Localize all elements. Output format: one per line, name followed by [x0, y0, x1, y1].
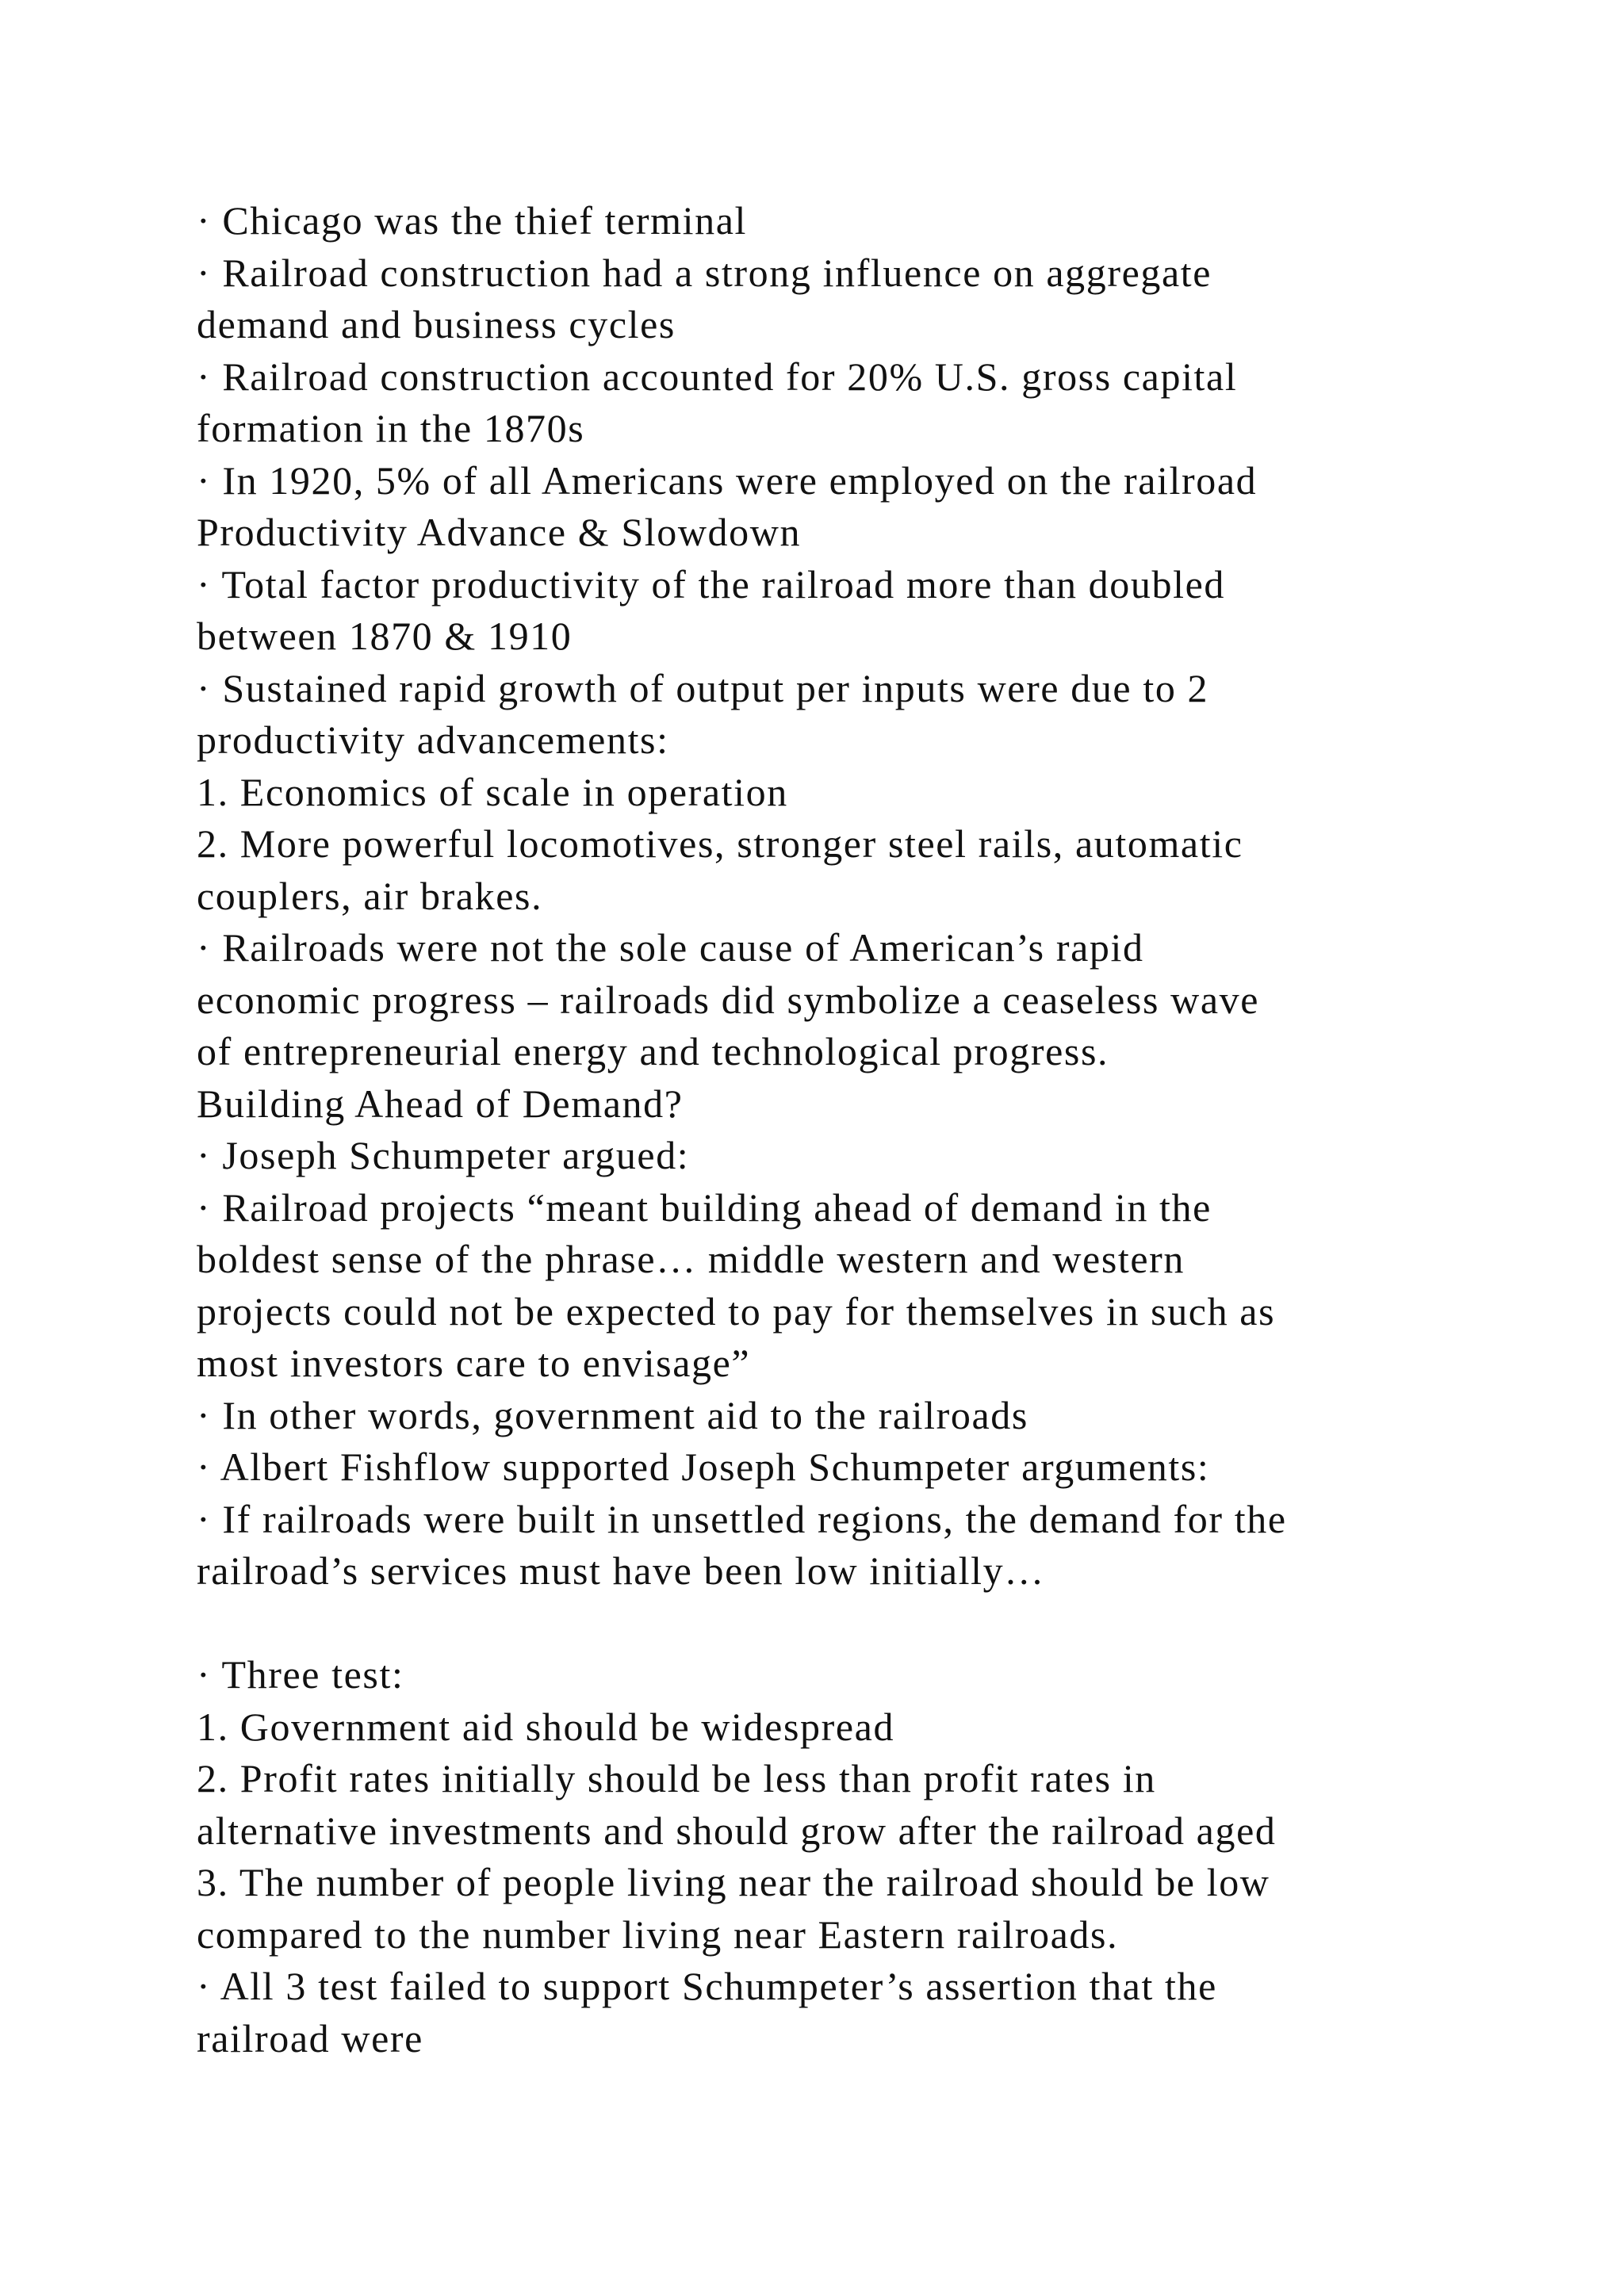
list-item: 3. The number of people living near the railroad should be low — [197, 1860, 1270, 1904]
text-line: formation in the 1870s — [197, 406, 585, 450]
text-line: · In 1920, 5% of all Americans were employed on the railroad — [197, 457, 1258, 503]
list-item: 1. Government aid should be widespread — [197, 1704, 895, 1749]
text-line: railroad’s services must have been low initially… — [197, 1548, 1045, 1593]
text-line: · All 3 test failed to support Schumpeter’s assertion that the — [197, 1964, 1217, 2008]
blank-line — [197, 1598, 1481, 1650]
document-body — [197, 195, 1481, 2064]
text-line: compared to the number living near Eastern railroads. — [197, 1911, 1119, 1957]
text-line: of entrepreneurial energy and technological progress. — [197, 1029, 1109, 1073]
text-line: · Railroad construction accounted for 20% U.S. gross capital — [197, 354, 1238, 399]
text-line: railroad were — [197, 2015, 423, 2061]
text-line: · Joseph Schumpeter argued: — [197, 1133, 690, 1177]
text-line: · Railroads were not the sole cause of American’s rapid — [197, 925, 1144, 970]
text-line: · Total factor productivity of the railroad more than doubled — [197, 561, 1225, 607]
section-heading: Productivity Advance & Slowdown — [197, 510, 802, 554]
text-line: most investors care to envisage” — [197, 1341, 751, 1385]
text-line: · Three test: — [197, 1652, 404, 1697]
text-line: · Chicago was the thief terminal — [197, 198, 748, 243]
text-line: between 1870 & 1910 — [197, 614, 573, 658]
text-line: productivity advancements: — [197, 718, 669, 762]
text-line: projects could not be expected to pay for themselves in such as — [197, 1288, 1276, 1334]
text-line: boldest sense of the phrase… middle western and western — [197, 1237, 1185, 1281]
text-line: · Railroad construction had a strong influence on aggregate — [197, 250, 1212, 295]
list-item: 2. More powerful locomotives, stronger steel rails, automatic — [197, 821, 1243, 866]
text-line: · In other words, government aid to the railroads — [197, 1392, 1028, 1437]
text-line: · Sustained rapid growth of output per inputs were due to 2 — [197, 665, 1209, 710]
text-line: · Railroad projects “meant building ahead of demand in the — [197, 1184, 1212, 1230]
text-line: demand and business cycles — [197, 302, 676, 346]
section-heading: Building Ahead of Demand? — [197, 1081, 684, 1126]
text-line: · If railroads were built in unsettled regions, the demand for the — [197, 1496, 1287, 1541]
text-line: couplers, air brakes. — [197, 873, 543, 918]
list-item: 1. Economics of scale in operation — [197, 769, 788, 814]
text-line: economic progress – railroads did symbolize a ceaseless wave — [197, 977, 1260, 1022]
text-line: · Albert Fishflow supported Joseph Schumpeter arguments: — [197, 1445, 1210, 1489]
text-line: alternative investments and should grow after the railroad aged — [197, 1808, 1277, 1853]
list-item: 2. Profit rates initially should be less than profit rates in — [197, 1756, 1156, 1800]
